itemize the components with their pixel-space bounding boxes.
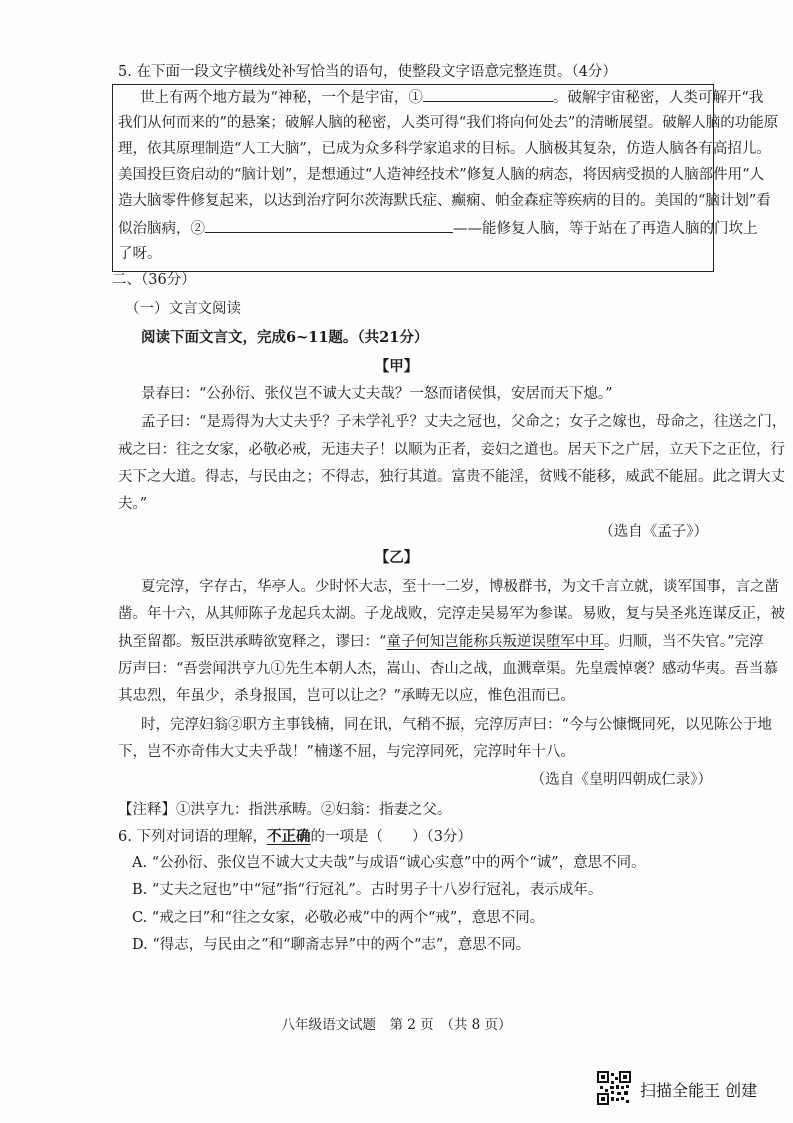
q6-option-b[interactable]: B. “丈夫之冠也”中“冠”指“行冠礼”。古时男子十八岁行冠礼，表示成年。	[132, 882, 603, 898]
yi-source: （选自《皇明四朝成仁录》）	[530, 772, 712, 788]
q5-line6-tail: ——能修复人脑，等于站在了再造人脑的门坎上	[453, 221, 758, 237]
section-2-title: 二、（36分）	[112, 272, 196, 288]
yi-line3-tail: 。归顺，当不失官。”完淳	[603, 634, 764, 650]
yi-line-3	[118, 632, 764, 652]
answer-blank-2[interactable]	[205, 218, 453, 233]
jia-p2-line-3: 天下之大道。得志，与民由之；不得志，独行其道。富贵不能淫，贫贱不能移，威武不能屈。此之谓大丈	[118, 469, 785, 485]
yi-line-2: 凿。年十六，从其师陈子龙起兵太湖。子龙战败，完淳走吴易军为参谋。易败，复与吴圣兆连谋反正，被	[118, 606, 785, 622]
qr-code-icon	[597, 1071, 631, 1105]
q5-line1-tail: 。破解宇宙秘密，人类可解开“我	[552, 90, 764, 106]
q5-line-3: 理，依其原理制造“人工大脑”，已成为众多科学家追求的目标。人脑极其复杂，仿造人脑各有高招儿。	[118, 141, 771, 157]
q6-stem-text: 6. 下列对词语的理解，	[118, 829, 267, 845]
q6-key-word: 不正确	[266, 828, 311, 845]
yi-p2-line-1: 时，完淳妇翁②职方主事钱楠，同在讯，气稍不振，完淳厉声曰：“今与公慷慨同死，以见陈公于地	[141, 717, 772, 733]
page-footer: 八年级语文试题 第 2 页 （共 8 页）	[281, 1017, 512, 1033]
jia-source: （选自《孟子》）	[599, 524, 708, 540]
passage-yi-title: 【乙】	[374, 549, 419, 566]
reading-instruction: 阅读下面文言文，完成6~11题。（共21分）	[141, 329, 429, 346]
q5-prompt: 5. 在下面一段文字横线处补写恰当的语句，使整段文字语意完整连贯。（4分）	[118, 64, 617, 80]
q5-line-7: 了呀。	[118, 246, 162, 262]
q5-line-2: 我们从何而来的”的悬案；破解人脑的秘密，人类可得“我们将向何处去”的清晰展望。破解人脑的功能原	[118, 115, 779, 131]
yi-line3-text: 执至留都。叛臣洪承畴欲宽释之，谬曰：“	[118, 634, 387, 650]
q6-option-d[interactable]: D. “得志，与民由之”和“聊斋志异”中的两个“志”，意思不同。	[132, 937, 531, 953]
section-2-subtitle: （一）文言文阅读	[125, 301, 241, 317]
jia-p2-line-1: 孟子曰：“是焉得为大丈夫乎？子未学礼乎？丈夫之冠也，父命之；女子之嫁也，母命之，往送之门，	[141, 414, 787, 430]
q6-stem-tail: 的一项是（ ）（3分）	[310, 829, 472, 845]
q5-line1-text: 世上有两个地方最为“神秘，一个是宇宙，①	[140, 90, 423, 106]
jia-paragraph-1: 景春曰：“公孙衍、张仪岂不诚大丈夫哉？一怒而诸侯惧，安居而天下熄。”	[141, 386, 613, 402]
yi-line-5: 其忠烈，年虽少，杀身报国，岂可以让之？”承畴无以应，惟色沮而已。	[118, 688, 575, 704]
q5-line-6	[118, 218, 758, 239]
yi-line-1: 夏完淳，字存古，华亭人。少时怀大志，至十一二岁，博极群书，为文千言立就，谈军国事，言之凿	[141, 579, 779, 595]
q5-line-5: 造大脑零件修复起来，以达到治疗阿尔茨海默氏症、癫痫、帕金森症等疾病的目的。美国的“脑计划”看	[118, 193, 771, 209]
jia-p2-line-4: 夫。”	[118, 496, 148, 512]
yi-line-4: 厉声曰：“吾尝闻洪亨九①先生本朝人杰，嵩山、杏山之战，血溅章渠。先皇震悼褒？感动华夷。吾当慕	[118, 661, 778, 677]
q5-line6-text: 似治脑病，②	[118, 221, 205, 237]
q6-option-a[interactable]: A. “公孙衍、张仪岂不诚大丈夫哉”与成语“诚心实意”中的两个“诚”，意思不同。	[132, 855, 646, 871]
q5-line-4: 美国投巨资启动的“脑计划”，是想通过“人造神经技术”修复人脑的病态，将因病受损的人脑部件用“人	[118, 167, 765, 183]
passage-jia-title: 【甲】	[374, 358, 419, 375]
jia-p2-line-2: 戒之曰：往之女家，必敬必戒，无违夫子！以顺为正者，妾妇之道也。居天下之广居，立天下之正位，行	[118, 442, 785, 458]
q6-option-c[interactable]: C. “戒之曰”和“往之女家，必敬必戒”中的两个“戒”，意思不同。	[132, 910, 545, 926]
q5-line-1	[140, 87, 763, 108]
scanner-watermark-label: 扫描全能王 创建	[640, 1081, 758, 1100]
answer-blank-1[interactable]	[423, 87, 553, 102]
yi-p2-line-2: 下，岂不亦奇伟大丈夫乎哉！”楠遂不屈，与完淳同死，完淳时年十八。	[118, 744, 575, 760]
annotation-notes: 【注释】①洪亨九：指洪承畴。②妇翁：指妻之父。	[118, 802, 452, 818]
q6-stem	[118, 827, 472, 847]
underlined-sentence: 童子何知岂能称兵叛逆误堕军中耳	[386, 634, 604, 650]
